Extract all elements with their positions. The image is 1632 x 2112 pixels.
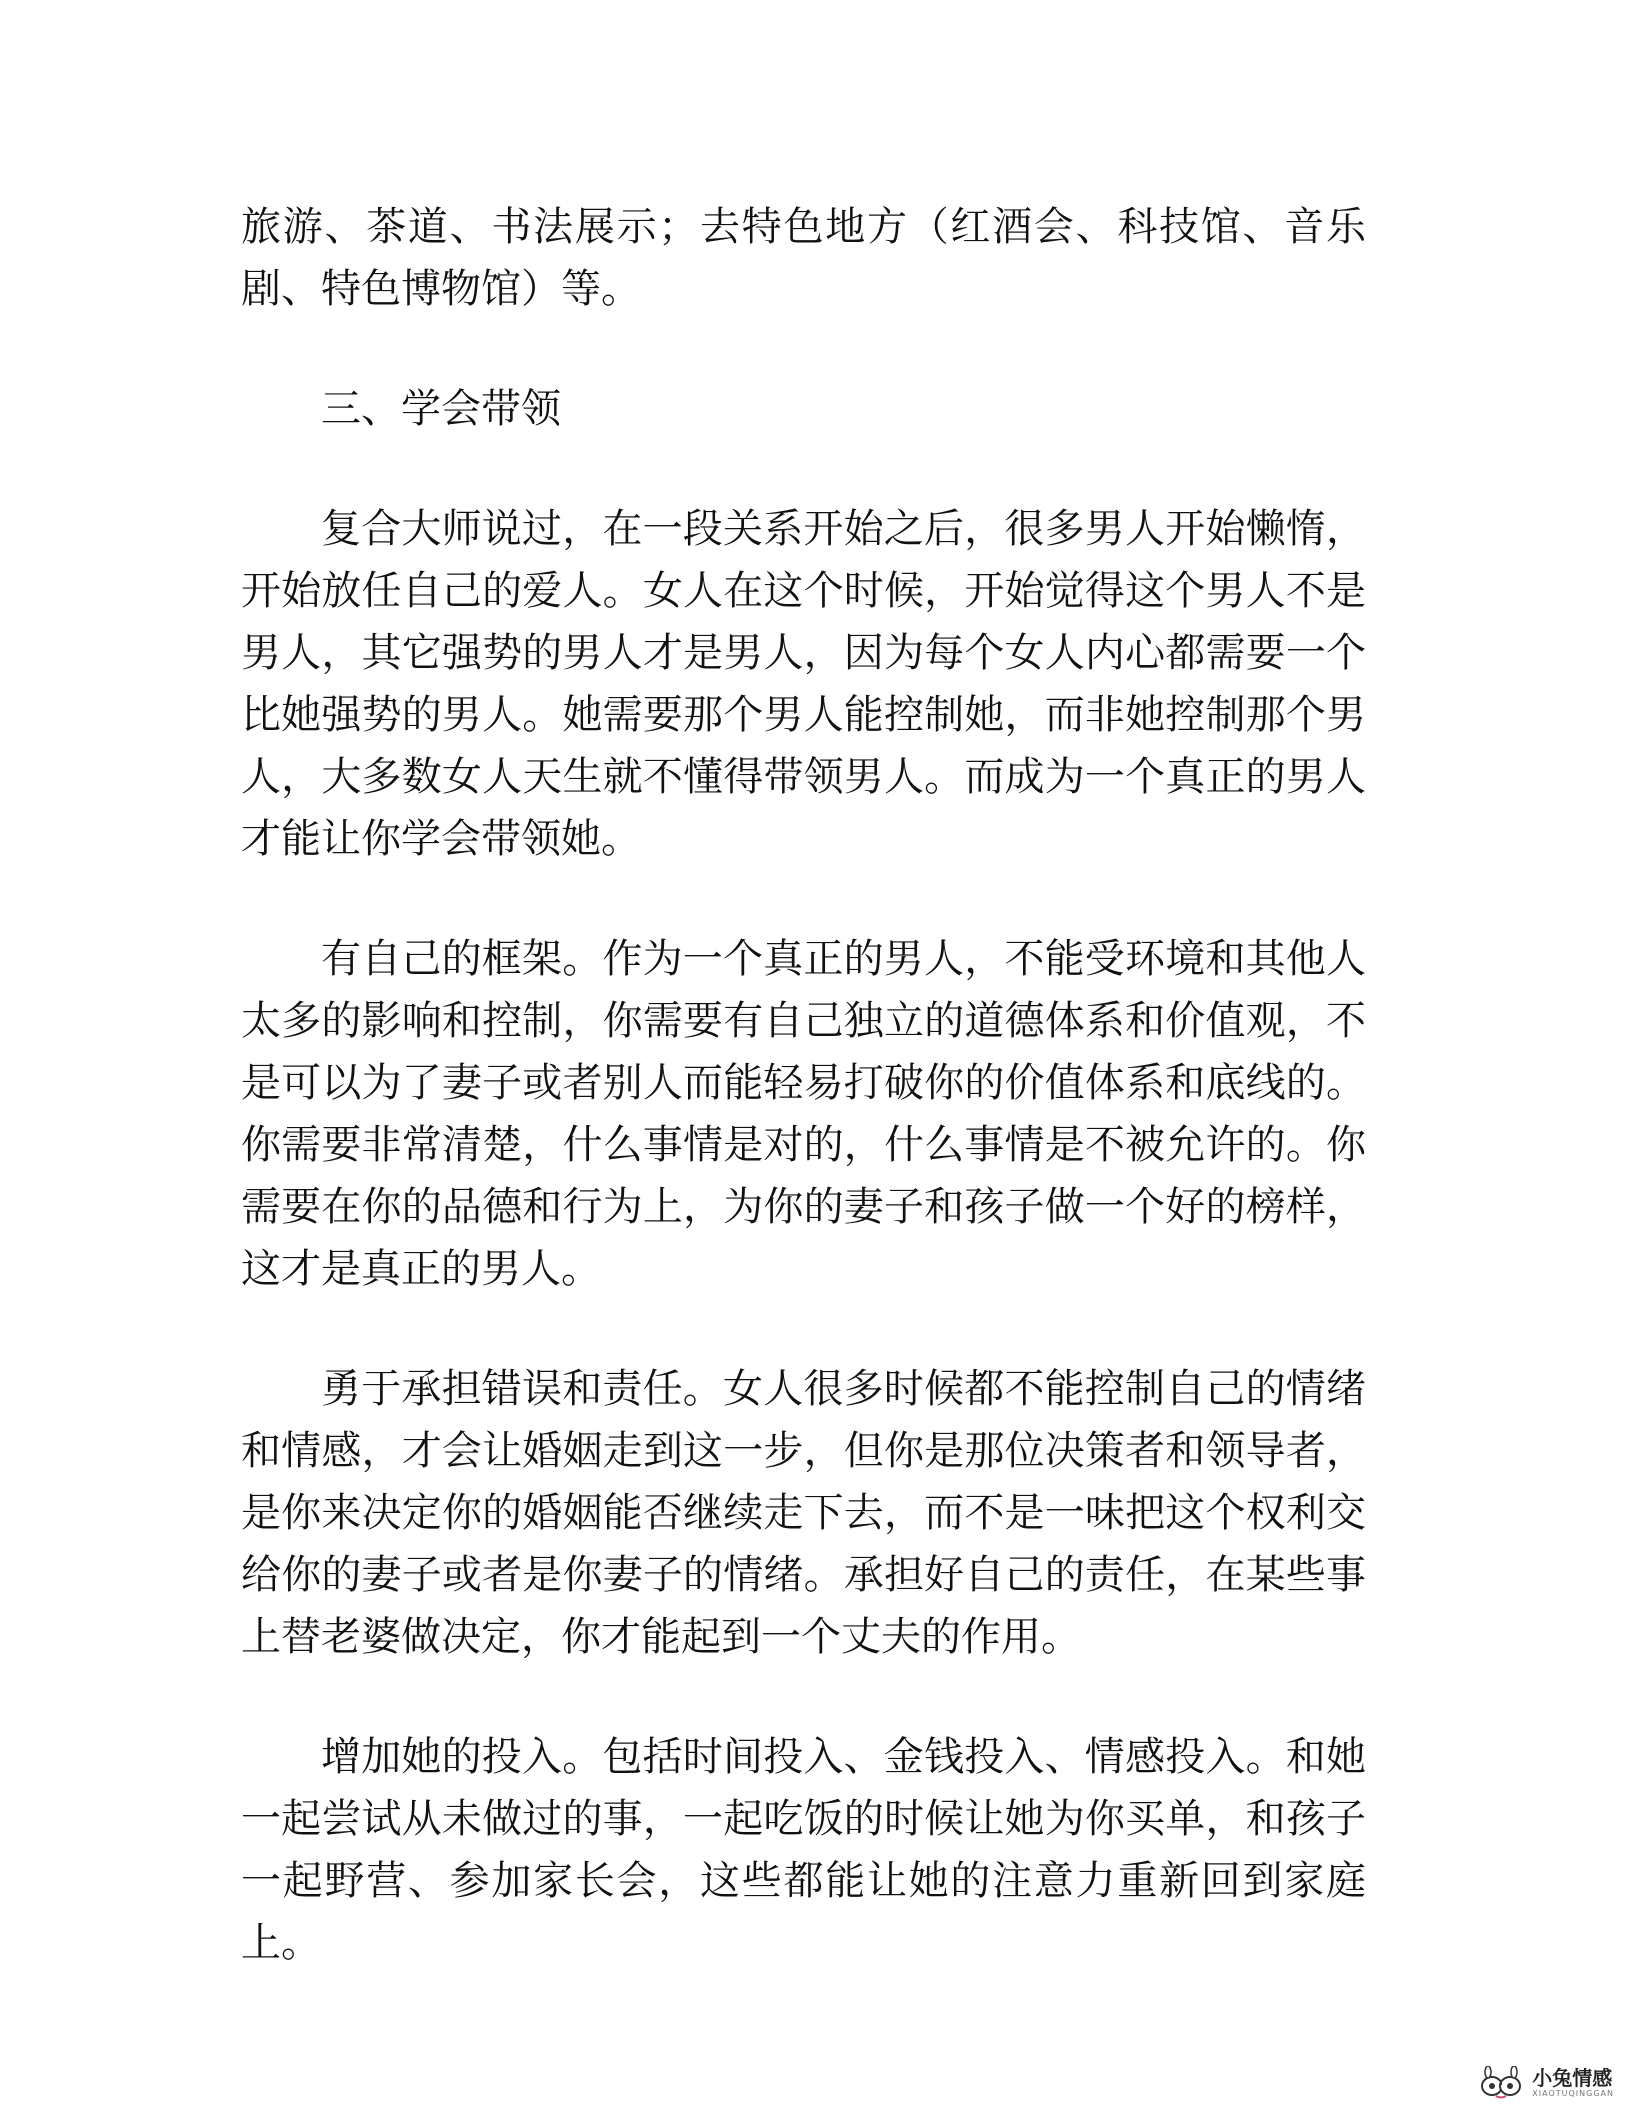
watermark-text [1532,2067,1614,2099]
rabbit-logo-icon [1478,2066,1524,2100]
watermark-subtitle: XIAOTUQINGGAN [1532,2089,1614,2098]
section-heading: 三、学会带领 [321,386,561,432]
paragraph-investment: 增加她的投入。包括时间投入、金钱投入、情感投入。和她一起尝试从未做过的事，一起吃饭的时候让她为你买单，和孩子一起野营、参加家长会，这些都能让她的注意力重新回到家庭上。 [241,1734,1366,1966]
watermark-name: 小兔情感 [1532,2066,1613,2090]
paragraph-framework: 有自己的框架。作为一个真正的男人，不能受环境和其他人太多的影响和控制，你需要有自己独立的道德体系和价值观，不是可以为了妻子或者别人而能轻易打破你的价值体系和底线的。你需要非常清楚，什么事情是对的，什么事情是不被允许的。你需要在你的品德和行为上，为你的妻子和孩子做一个好的榜样，这才是真正的男人。 [241,936,1366,1292]
watermark [1478,2066,1614,2100]
document-body [241,196,1366,2032]
intro-paragraph: 旅游、茶道、书法展示；去特色地方（红酒会、科技馆、音乐剧、特色博物馆）等。 [241,204,1366,312]
paragraph-lead: 复合大师说过，在一段关系开始之后，很多男人开始懒惰，开始放任自己的爱人。女人在这个时候，开始觉得这个男人不是男人，其它强势的男人才是男人，因为每个女人内心都需要一个比她强势的男人。她需要那个男人能控制她，而非她控制那个男人，大多数女人天生就不懂得带领男人。而成为一个真正的男人才能让你学会带领她。 [241,506,1366,862]
paragraph-responsibility: 勇于承担错误和责任。女人很多时候都不能控制自己的情绪和情感，才会让婚姻走到这一步，但你是那位决策者和领导者，是你来决定你的婚姻能否继续走下去，而不是一味把这个权利交给你的妻子或者是你妻子的情绪。承担好自己的责任，在某些事上替老婆做决定，你才能起到一个丈夫的作用。 [241,1366,1366,1660]
